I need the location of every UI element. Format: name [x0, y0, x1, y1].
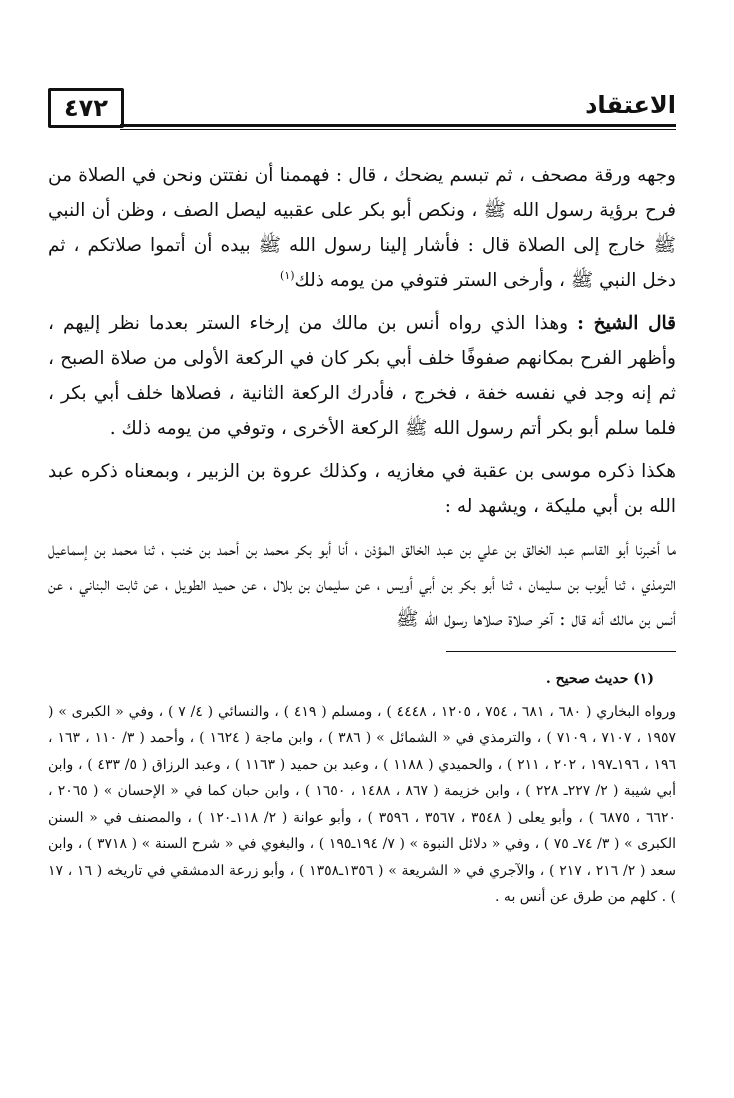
footnotes [48, 666, 676, 911]
main-text [48, 158, 676, 637]
paragraph-text: وهذا الذي رواه أنس بن مالك من إرخاء الستر بعدما نظر إليهم ، وأظهر الفرح بمكانهم صفوفًا خلف أبي بكر كان في الركعة الأولى من صلاة الصبح ، ثم إنه وجد في نفسه خفة ، فخرج ، فأدرك الركعة الثانية ، فصلاها خلف أبي بكر ، فلما سلم أبو بكر أتم رسول الله ﷺ الركعة الأخرى ، وتوفي من يومه ذلك . [48, 313, 676, 439]
paragraph-2 [48, 306, 676, 446]
paragraph-text: هكذا ذكره موسى بن عقبة في مغازيه ، وكذلك عروة بن الزبير ، وبمعناه ذكره عبد الله بن أبي مليكة ، ويشهد له : [48, 461, 676, 517]
paragraph-3 [48, 454, 676, 524]
paragraph-1 [48, 158, 676, 298]
footnote-separator [446, 651, 676, 652]
paragraph-4 [48, 532, 676, 637]
paragraph-text: وجهه ورقة مصحف ، ثم تبسم يضحك ، قال : فهممنا أن نفتتن ونحن في الصلاة من فرح برؤية رسول الله ﷺ ، ونكص أبو بكر على عقبيه ليصل الصف ، وظن أن النبي ﷺ خارج إلى الصلاة قال : فأشار إلينا رسول الله ﷺ بيده أن أتموا صلاتكم ، ثم دخل النبي ﷺ ، وأرخى الستر فتوفي من يومه ذلك [48, 165, 676, 291]
header-rule-thin [120, 129, 676, 130]
book-page [48, 84, 676, 911]
footnote-ref[interactable]: (١) [280, 268, 295, 282]
header-rule [120, 124, 676, 127]
chapter-title: الاعتقاد [585, 91, 676, 119]
footnote-heading: (١) حديث صحيح . [545, 671, 654, 687]
page-number-box [48, 88, 124, 128]
page-number: ٤٧٢ [64, 94, 108, 122]
paragraph-text: ما أخبرنا أبو القاسم عبد الخالق بن علي بن عبد الخالق المؤذن ، أنا أبو بكر محمد بن أحمد بن خنب ، ثنا محمد بن إسماعيل الترمذي ، ثنا أيوب بن سليمان ، ثنا أبو بكر بن أبي أويس ، عن سليمان بن بلال ، عن حميد الطويل ، عن ثابت البناني ، عن أنس بن مالك أنه قال : آخر صلاة صلاها رسول الله ﷺ [48, 539, 676, 630]
footnote-text: ورواه البخاري ( ٦٨٠ ، ٦٨١ ، ٧٥٤ ، ١٢٠٥ ، ٤٤٤٨ ) ، ومسلم ( ٤١٩ ) ، والنسائي ( ٤/ ٧ ) ، وفي « الكبرى » ( ١٩٥٧ ، ٧١٠٧ ، ٧١٠٩ ) ، والترمذي في « الشمائل » ( ٣٨٦ ) ، وابن ماجة ( ١٦٢٤ ) ، وأحمد ( ٣/ ١١٠ ، ١٦٣ ، ١٩٦ ، ١٩٦ـ١٩٧ ، ٢٠٢ ، ٢١١ ) ، والحميدي ( ١١٨٨ ) ، وعبد بن حميد ( ١١٦٣ ) ، وعبد الرزاق ( ٥/ ٤٣٣ ) ، وابن أبي شيبة ( ٢/ ٢٢٧ـ ٢٢٨ ) ، وابن خزيمة ( ٨٦٧ ، ١٤٨٨ ، ١٦٥٠ ) ، وابن حبان كما في « الإحسان » ( ٢٠٦٥ ، ٦٦٢٠ ، ٦٨٧٥ ) ، وأبو يعلى ( ٣٥٤٨ ، ٣٥٦٧ ، ٣٥٩٦ ) ، وأبو عوانة ( ٢/ ١١٨ـ١٢٠ ) ، والمصنف في « السنن الكبرى » ( ٣/ ٧٤ـ ٧٥ ) ، وفي « دلائل النبوة » ( ٧/ ١٩٤ـ١٩٥ ) ، والبغوي في « شرح السنة » ( ٣٧١٨ ) ، وابن سعد ( ٢/ ٢١٦ ، ٢١٧ ) ، والآجري في « الشريعة » ( ١٣٥٦ـ١٣٥٨ ) ، وأبو زرعة الدمشقي في تاريخه ( ١٦ ، ١٧ ) . كلهم من طرق عن أنس به . [48, 703, 677, 905]
speaker-label: قال الشيخ : [577, 313, 677, 334]
running-header [48, 84, 676, 132]
